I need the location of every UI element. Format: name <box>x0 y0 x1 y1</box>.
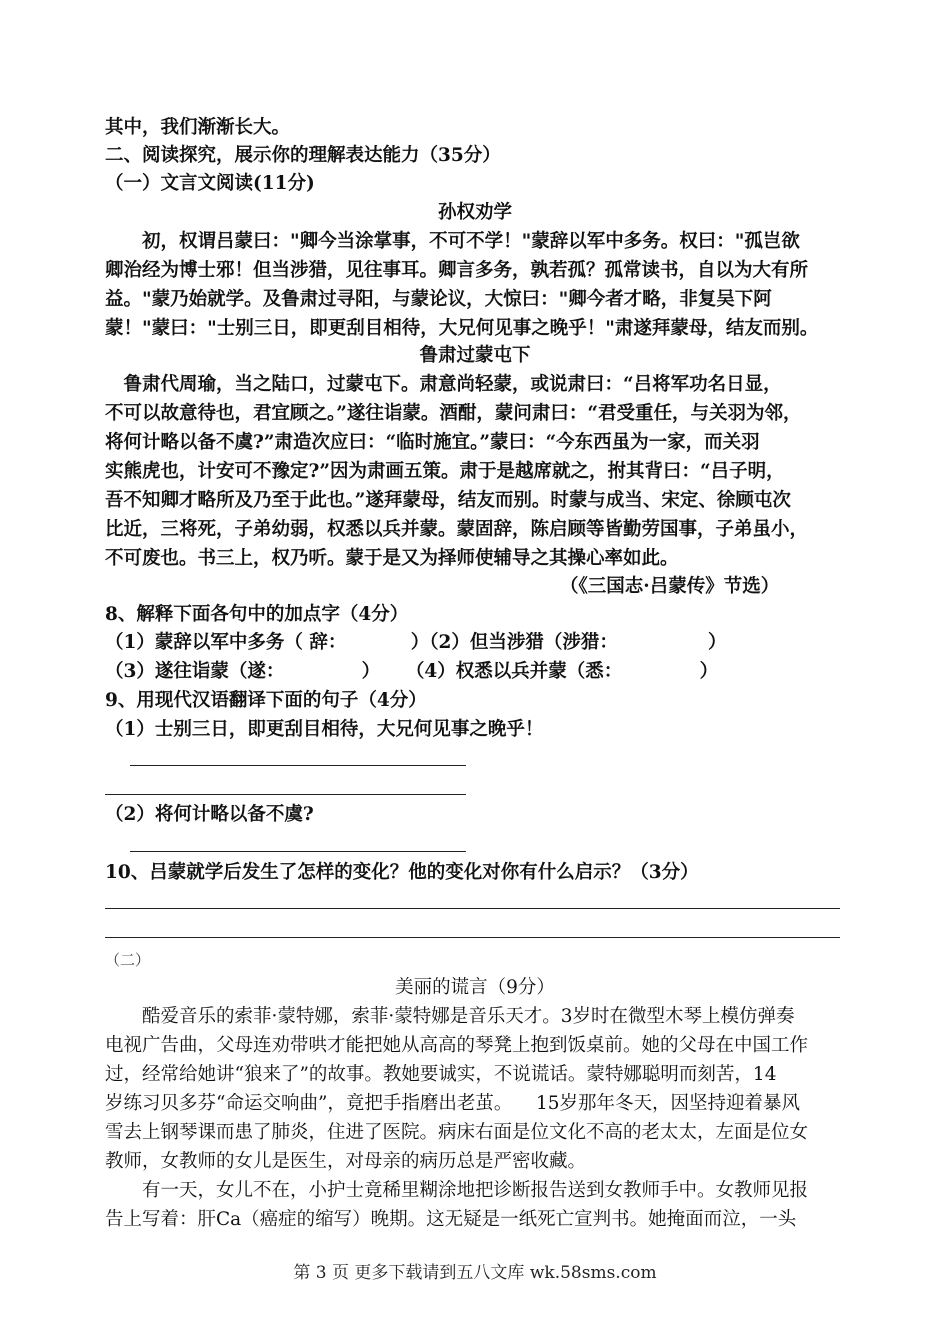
text-line: 雪去上钢琴课而患了肺炎，住进了医院。病床右面是位文化不高的老太太，左面是位女 <box>105 1122 809 1143</box>
source-citation: （《三国志·吕蒙传》节选） <box>560 576 780 597</box>
answer-line[interactable] <box>105 794 466 795</box>
question-10: 10、吕蒙就学后发生了怎样的变化？他的变化对你有什么启示？（3分） <box>105 862 699 883</box>
question-8-items: （1）蒙辞以军中多务（ 辞： ）（2）但当涉猎（涉猎： ） <box>105 632 727 653</box>
answer-line[interactable] <box>130 851 466 852</box>
text-line: 岁练习贝多芬“命运交响曲”，竟把手指磨出老茧。 15岁那年冬天，因坚持迎着暴风 <box>105 1093 800 1114</box>
answer-line[interactable] <box>105 937 840 938</box>
answer-line[interactable] <box>130 765 466 766</box>
question-9-item: （2）将何计略以备不虞? <box>105 804 314 825</box>
question-9: 9、用现代汉语翻译下面的句子（4分） <box>105 690 427 711</box>
text-line: 将何计略以备不虞?”肃造次应曰：“临时施宜。”蒙曰：“今东西虽为一家，而关羽 <box>105 432 760 453</box>
passage-title: 美丽的谎言（9分） <box>395 977 555 998</box>
text-line: 酷爱音乐的索菲·蒙特娜，索菲·蒙特娜是音乐天才。3岁时在微型木琴上模仿弹奏 <box>105 1006 795 1027</box>
subsection-heading: （二） <box>105 951 151 969</box>
text-line: 比近，三将死，子弟幼弱，权悉以兵并蒙。蒙固辞，陈启顾等皆勤劳国事，子弟虽小， <box>105 519 809 540</box>
text-line: 有一天，女儿不在，小护士竟稀里糊涂地把诊断报告送到女教师手中。女教师见报 <box>105 1180 809 1201</box>
question-9-item: （1）士别三日，即更刮目相待，大兄何见事之晚乎！ <box>105 719 544 740</box>
text-line: 不可废也。书三上，权乃听。蒙于是又为择师使辅导之其操心率如此。 <box>105 548 679 569</box>
text-line: 其中，我们渐渐长大。 <box>105 117 291 138</box>
passage-title: 鲁肃过蒙屯下 <box>419 345 531 366</box>
text-line: 过，经常给她讲“狼来了”的故事。教她要诚实，不说谎话。蒙特娜聪明而刻苦，14 <box>105 1064 777 1085</box>
section-heading: 二、阅读探究，展示你的理解表达能力（35分） <box>105 145 501 166</box>
question-8: 8、解释下面各句中的加点字（4分） <box>105 604 409 625</box>
passage-title: 孙权劝学 <box>437 202 512 223</box>
text-line: 告上写着：肝Ca（癌症的缩写）晚期。这无疑是一纸死亡宣判书。她掩面而泣，一头 <box>105 1209 797 1230</box>
text-line: 教师，女教师的女儿是医生，对母亲的病历总是严密收藏。 <box>105 1151 587 1172</box>
text-line: 卿治经为博士邪！但当涉猎，见往事耳。卿言多务，孰若孤？孤常读书，自以为大有所 <box>105 260 809 281</box>
text-line: 实熊虎也，计安可不豫定?”因为肃画五策。肃于是越席就之，拊其背曰：“吕子明， <box>105 461 785 482</box>
text-line: 蒙！"蒙曰："士别三日，即更刮目相待，大兄何见事之晚乎！"肃遂拜蒙母，结友而别。 <box>105 318 819 339</box>
subsection-heading: （一）文言文阅读(11分) <box>105 173 315 194</box>
text-line: 吾不知卿才略所及乃至于此也。”遂拜蒙母，结友而别。时蒙与成当、宋定、徐顾屯次 <box>105 490 791 511</box>
text-line: 不可以故意待也，君宜顾之。”遂往诣蒙。酒酣，蒙问肃曰：“君受重任，与关羽为邻， <box>105 403 802 424</box>
text-line: 鲁肃代周瑜，当之陆口，过蒙屯下。肃意尚轻蒙，或说肃曰：“吕将军功名日显， <box>105 374 782 395</box>
answer-line[interactable] <box>105 908 840 909</box>
text-line: 初，权谓吕蒙曰："卿今当涂掌事，不可不学！"蒙辞以军中多务。权曰："孤岂欲 <box>105 231 800 252</box>
text-line: 电视广告曲，父母连劝带哄才能把她从高高的琴凳上抱到饭桌前。她的父母在中国工作 <box>105 1035 809 1056</box>
text-line: 益。"蒙乃始就学。及鲁肃过寻阳，与蒙论议，大惊曰："卿今者才略，非复吴下阿 <box>105 289 772 310</box>
page-footer: 第 3 页 更多下载请到五八文库 wk.58sms.com <box>293 1263 657 1283</box>
question-8-items: （3）遂往诣蒙（遂： ） （4）权悉以兵并蒙（悉： ） <box>105 661 719 682</box>
